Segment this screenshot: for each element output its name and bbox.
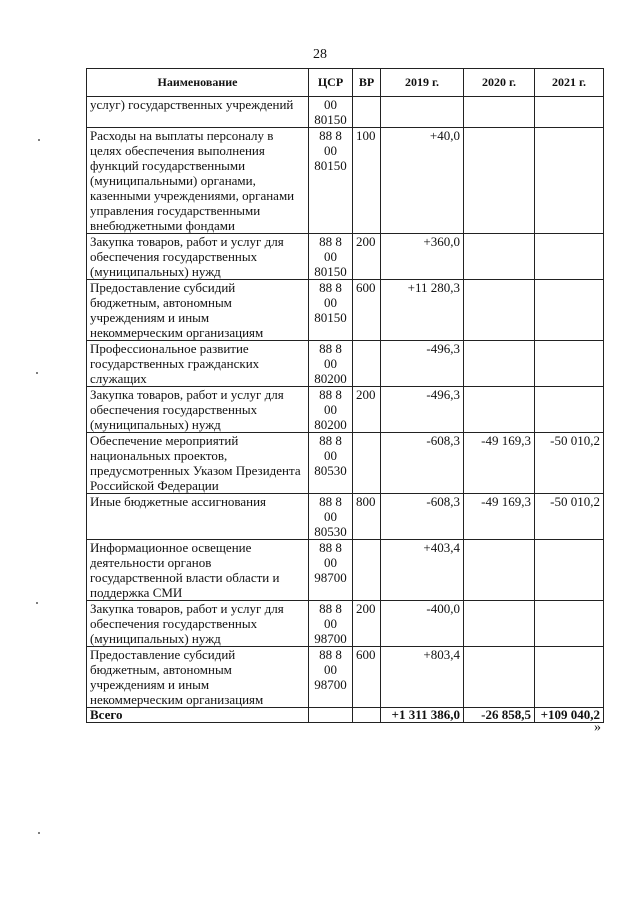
row-name: Закупка товаров, работ и услуг для обеспечения государственных (муниципальных) нужд xyxy=(87,601,309,647)
row-vr: 200 xyxy=(353,387,381,433)
row-name: Закупка товаров, работ и услуг для обеспечения государственных (муниципальных) нужд xyxy=(87,234,309,280)
page-number: 28 xyxy=(313,47,327,62)
row-2020 xyxy=(464,387,535,433)
header-name: Наименование xyxy=(87,69,309,97)
row-csr: 88 8 00 80150 xyxy=(309,280,353,341)
margin-mark xyxy=(38,139,40,141)
row-2020 xyxy=(464,128,535,234)
row-name: Информационное освещение деятельности органов государственной власти области и поддержка СМИ xyxy=(87,540,309,601)
row-2019 xyxy=(381,97,464,128)
row-2021: -50 010,2 xyxy=(535,433,604,494)
table-row xyxy=(87,97,604,128)
table-body xyxy=(87,97,604,708)
row-2020: -49 169,3 xyxy=(464,494,535,540)
row-csr: 88 8 00 80530 xyxy=(309,433,353,494)
total-vr xyxy=(353,708,381,723)
row-name: Предоставление субсидий бюджетным, автономным учреждениям и иным некоммерческим организациям xyxy=(87,280,309,341)
table-row xyxy=(87,387,604,433)
row-2021 xyxy=(535,280,604,341)
row-2021 xyxy=(535,128,604,234)
row-2019: +403,4 xyxy=(381,540,464,601)
row-2020: -49 169,3 xyxy=(464,433,535,494)
row-vr: 200 xyxy=(353,601,381,647)
row-name: услуг) государственных учреждений xyxy=(87,97,309,128)
row-vr xyxy=(353,341,381,387)
row-csr: 88 8 00 98700 xyxy=(309,647,353,708)
row-csr: 88 8 00 80530 xyxy=(309,494,353,540)
row-name: Иные бюджетные ассигнования xyxy=(87,494,309,540)
row-name: Профессиональное развитие государственных гражданских служащих xyxy=(87,341,309,387)
row-csr: 88 8 00 80200 xyxy=(309,387,353,433)
margin-mark xyxy=(36,372,38,374)
total-row xyxy=(87,708,604,723)
header-vr: ВР xyxy=(353,69,381,97)
table-row xyxy=(87,601,604,647)
table-row xyxy=(87,280,604,341)
row-csr: 88 8 00 80200 xyxy=(309,341,353,387)
margin-mark xyxy=(36,602,38,604)
table-header-row xyxy=(87,69,604,97)
total-2021: +109 040,2 xyxy=(535,708,604,723)
total-2020: -26 858,5 xyxy=(464,708,535,723)
row-2019: +40,0 xyxy=(381,128,464,234)
closing-quote: » xyxy=(594,720,601,735)
row-name: Предоставление субсидий бюджетным, автономным учреждениям и иным некоммерческим организациям xyxy=(87,647,309,708)
row-2020 xyxy=(464,97,535,128)
row-vr: 600 xyxy=(353,647,381,708)
row-2019: -608,3 xyxy=(381,494,464,540)
row-2020 xyxy=(464,234,535,280)
header-csr: ЦСР xyxy=(309,69,353,97)
row-name: Закупка товаров, работ и услуг для обеспечения государственных (муниципальных) нужд xyxy=(87,387,309,433)
row-2019: -496,3 xyxy=(381,341,464,387)
row-2019: -400,0 xyxy=(381,601,464,647)
row-2019: +803,4 xyxy=(381,647,464,708)
row-name: Расходы на выплаты персоналу в целях обеспечения выполнения функций государственными (муниципальными) органами, казенными учреждениями, органами управления государственными внебюджетными фондами xyxy=(87,128,309,234)
row-2021 xyxy=(535,647,604,708)
row-csr: 00 80150 xyxy=(309,97,353,128)
table-row xyxy=(87,540,604,601)
row-2021 xyxy=(535,540,604,601)
row-2019: -608,3 xyxy=(381,433,464,494)
table-row xyxy=(87,234,604,280)
table-row xyxy=(87,647,604,708)
row-2019: -496,3 xyxy=(381,387,464,433)
header-2019: 2019 г. xyxy=(381,69,464,97)
row-2021 xyxy=(535,234,604,280)
row-2020 xyxy=(464,601,535,647)
row-2021: -50 010,2 xyxy=(535,494,604,540)
row-2019: +360,0 xyxy=(381,234,464,280)
row-2020 xyxy=(464,341,535,387)
row-vr xyxy=(353,433,381,494)
row-2020 xyxy=(464,280,535,341)
row-name: Обеспечение мероприятий национальных проектов, предусмотренных Указом Президента Российской Федерации xyxy=(87,433,309,494)
table-row xyxy=(87,128,604,234)
row-vr: 800 xyxy=(353,494,381,540)
row-2021 xyxy=(535,601,604,647)
row-vr: 100 xyxy=(353,128,381,234)
row-csr: 88 8 00 98700 xyxy=(309,540,353,601)
table-row xyxy=(87,494,604,540)
row-vr xyxy=(353,97,381,128)
margin-mark xyxy=(38,832,40,834)
row-2021 xyxy=(535,97,604,128)
row-2019: +11 280,3 xyxy=(381,280,464,341)
header-2020: 2020 г. xyxy=(464,69,535,97)
row-csr: 88 8 00 80150 xyxy=(309,234,353,280)
total-label: Всего xyxy=(87,708,309,723)
budget-table xyxy=(86,68,604,723)
table-row xyxy=(87,341,604,387)
total-csr xyxy=(309,708,353,723)
row-2020 xyxy=(464,540,535,601)
row-vr xyxy=(353,540,381,601)
table-row xyxy=(87,433,604,494)
row-2020 xyxy=(464,647,535,708)
row-csr: 88 8 00 98700 xyxy=(309,601,353,647)
row-csr: 88 8 00 80150 xyxy=(309,128,353,234)
row-vr: 600 xyxy=(353,280,381,341)
row-vr: 200 xyxy=(353,234,381,280)
header-2021: 2021 г. xyxy=(535,69,604,97)
row-2021 xyxy=(535,387,604,433)
total-2019: +1 311 386,0 xyxy=(381,708,464,723)
row-2021 xyxy=(535,341,604,387)
